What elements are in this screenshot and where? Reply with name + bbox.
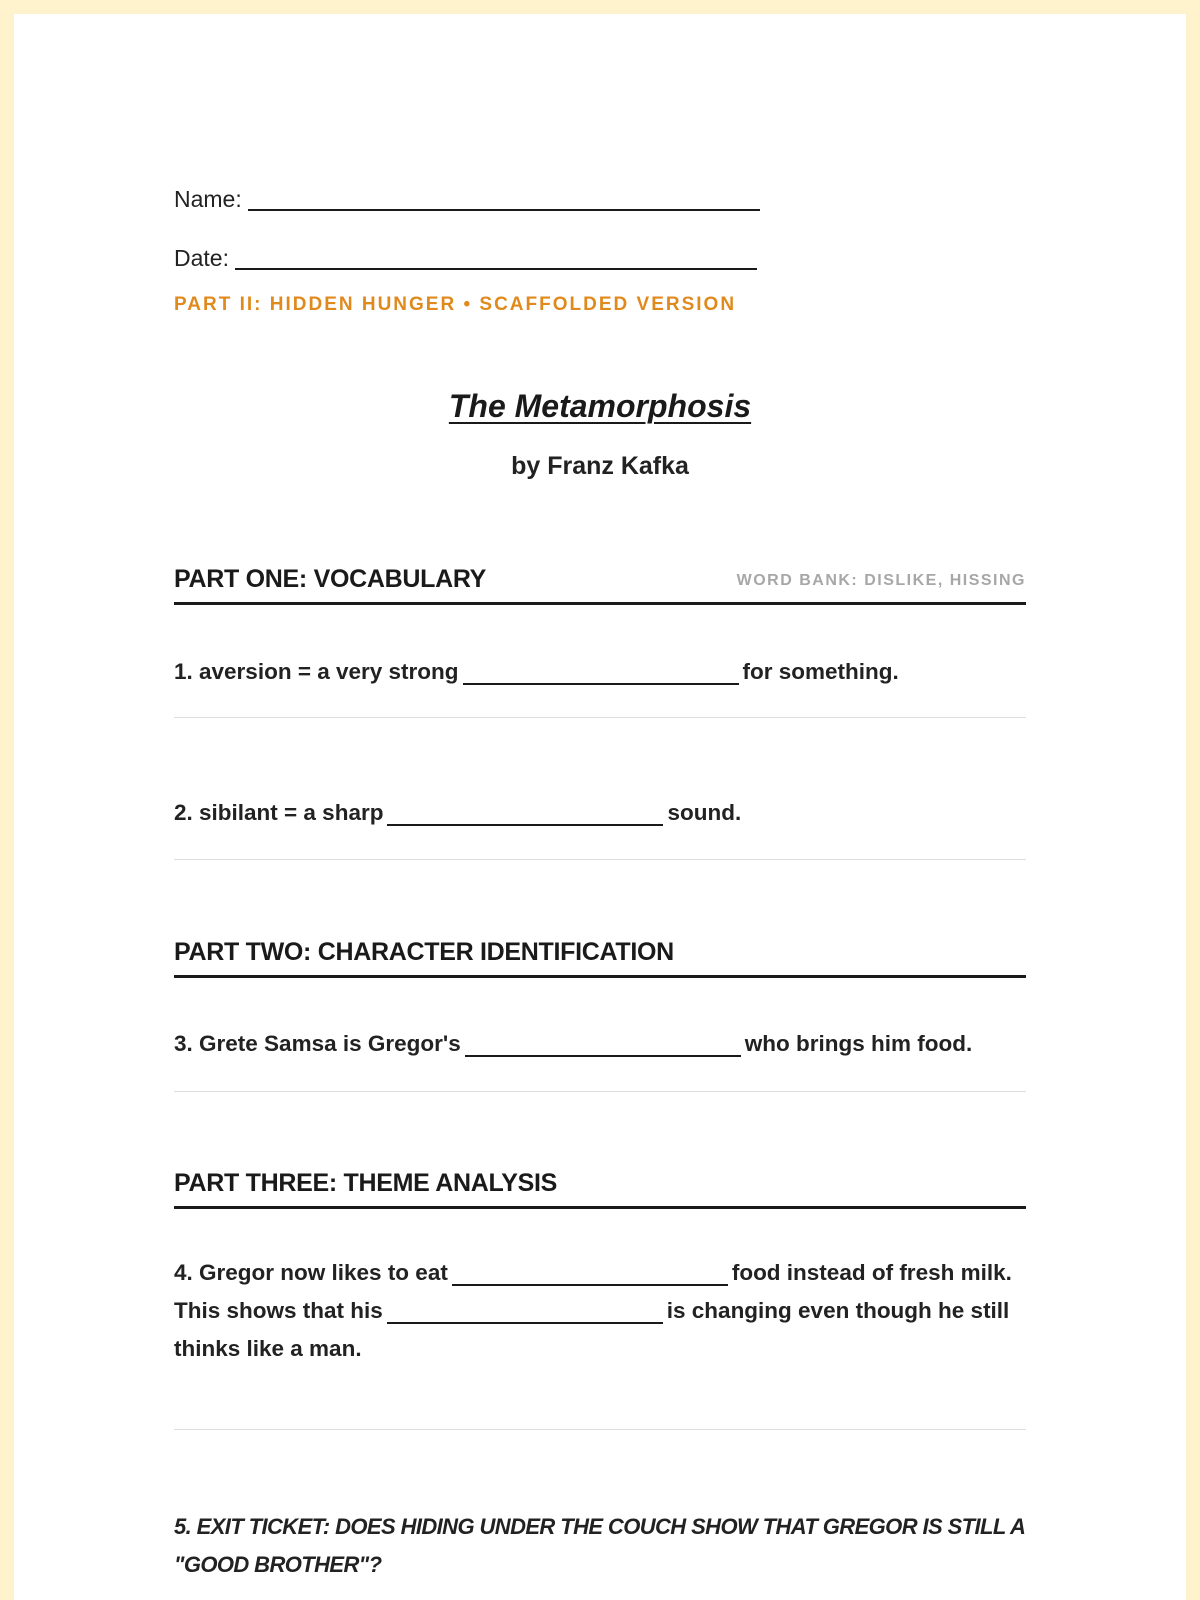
section-character-title: PART TWO: CHARACTER IDENTIFICATION [174, 938, 674, 966]
section-vocabulary-title: PART ONE: VOCABULARY [174, 565, 487, 593]
divider [174, 1429, 1026, 1430]
date-label: Date: [174, 245, 229, 271]
question-1-after: for something. [742, 659, 899, 684]
question-2-blank[interactable] [387, 798, 663, 826]
section-theme-title: PART THREE: THEME ANALYSIS [174, 1169, 557, 1197]
question-2-after: sound. [667, 800, 742, 825]
question-4-blank-2[interactable] [387, 1296, 663, 1324]
name-field [174, 186, 760, 213]
question-4 [174, 1254, 1026, 1368]
question-4-blank-1[interactable] [452, 1258, 728, 1286]
question-2 [174, 794, 1026, 832]
question-3 [174, 1025, 1026, 1063]
name-label: Name: [174, 186, 242, 212]
divider [174, 717, 1026, 718]
question-2-before: 2. sibilant = a sharp [174, 800, 384, 825]
date-blank[interactable] [235, 246, 757, 270]
question-3-after: who brings him food. [744, 1031, 973, 1056]
word-bank: WORD BANK: DISLIKE, HISSING [736, 572, 1026, 589]
divider [174, 1091, 1026, 1092]
question-3-blank[interactable] [465, 1029, 741, 1057]
question-4-part3: is changing even though he still thinks like a man. [174, 1298, 1010, 1361]
worksheet-page [14, 14, 1186, 1600]
work-title: The Metamorphosis [448, 388, 752, 424]
work-author: by Franz Kafka [511, 452, 689, 480]
section-character-header [174, 935, 1026, 978]
date-field [174, 245, 757, 272]
section-theme-header [174, 1166, 1026, 1209]
exit-ticket-question: 5. EXIT TICKET: DOES HIDING UNDER THE COUCH SHOW THAT GREGOR IS STILL A "GOOD BROTHER"? [174, 1514, 1025, 1577]
question-3-before: 3. Grete Samsa is Gregor's [174, 1031, 461, 1056]
question-1 [174, 653, 1026, 691]
part-tag: PART II: HIDDEN HUNGER • SCAFFOLDED VERSION [174, 294, 737, 315]
question-4-part2: food instead of fresh milk. This shows that his [174, 1260, 1012, 1323]
section-vocabulary-header [174, 562, 1026, 605]
question-1-before: 1. aversion = a very strong [174, 659, 459, 684]
name-blank[interactable] [248, 187, 760, 211]
divider [174, 859, 1026, 860]
question-4-part1: 4. Gregor now likes to eat [174, 1260, 448, 1285]
question-1-blank[interactable] [463, 657, 739, 685]
